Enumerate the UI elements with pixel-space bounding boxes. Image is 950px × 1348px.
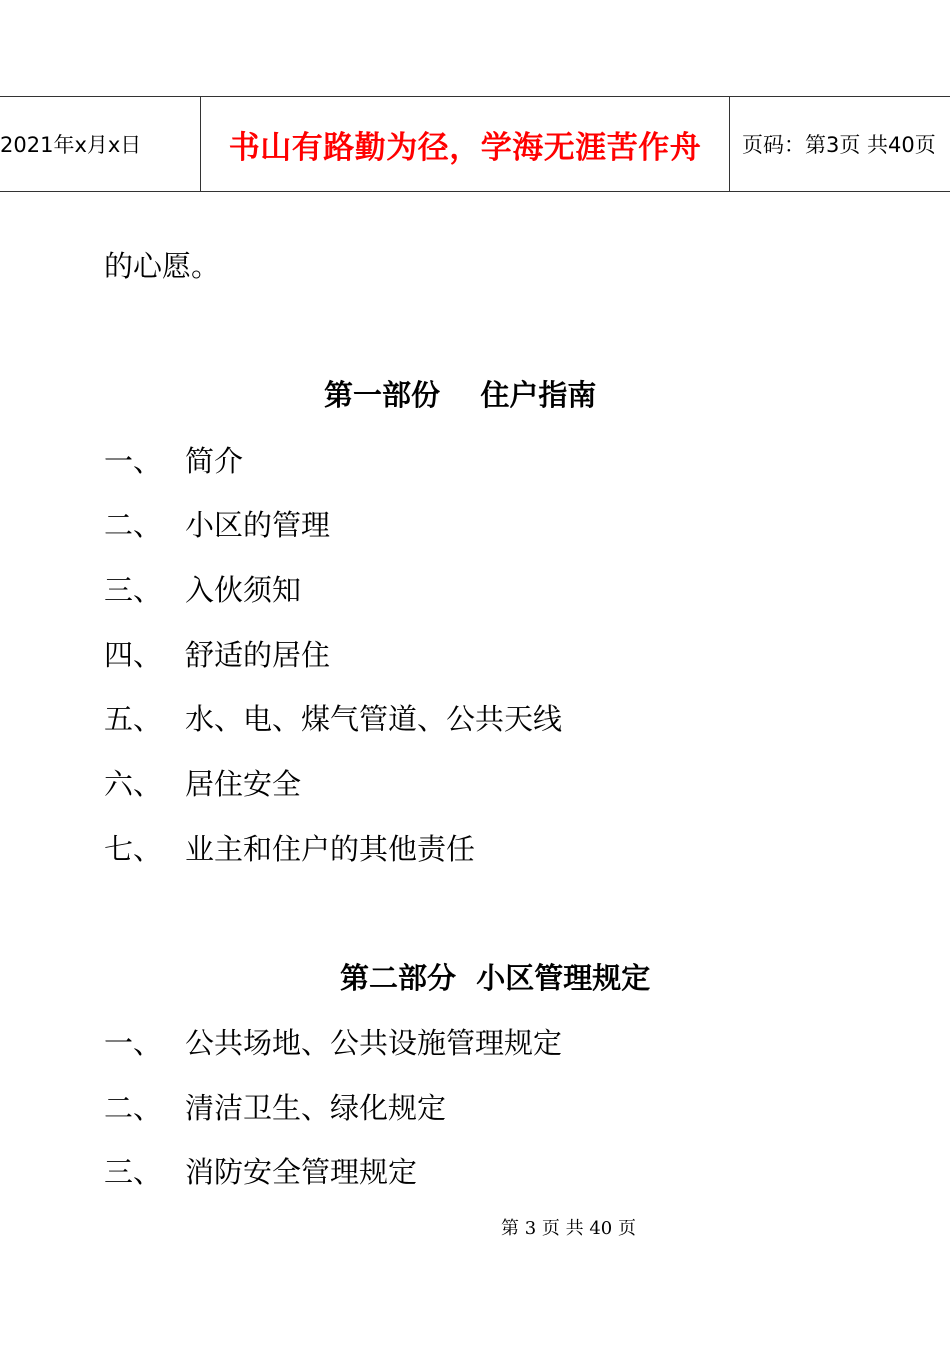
list-item — [104, 638, 331, 672]
page-footer: 第 3 页 共 40 页 — [501, 1218, 636, 1239]
list-item — [104, 702, 563, 736]
list-item-number: 二、 — [104, 508, 163, 542]
part2-title: 第二部分 小区管理规定 — [340, 961, 651, 995]
list-item-text: 消防安全管理规定 — [185, 1155, 418, 1189]
list-item-text: 简介 — [185, 444, 244, 478]
list-item — [104, 1091, 447, 1125]
list-item — [104, 767, 302, 801]
list-item-number: 一、 — [104, 1026, 163, 1060]
list-item-number: 五、 — [104, 702, 163, 736]
list-item — [104, 832, 476, 866]
list-item-number: 四、 — [104, 638, 163, 672]
header-motto: 书山有路勤为径，学海无涯苦作舟 — [200, 97, 730, 191]
list-item-number: 二、 — [104, 1091, 163, 1125]
list-item-number: 六、 — [104, 767, 163, 801]
list-item-number: 一、 — [104, 444, 163, 478]
page-header — [0, 96, 950, 192]
list-item-text: 清洁卫生、绿化规定 — [185, 1091, 447, 1125]
list-item-text: 小区的管理 — [185, 508, 331, 542]
list-item-number: 七、 — [104, 832, 163, 866]
list-item-text: 入伙须知 — [185, 573, 302, 607]
list-item-text: 居住安全 — [185, 767, 302, 801]
list-item-text: 业主和住户的其他责任 — [185, 832, 476, 866]
list-item-text: 水、电、煤气管道、公共天线 — [185, 702, 563, 736]
header-page-info: 页码：第3页 共40页 — [742, 133, 936, 157]
header-date: 2021年x月x日 — [0, 133, 142, 157]
list-item — [104, 1155, 418, 1189]
list-item-number: 三、 — [104, 1155, 163, 1189]
list-item-text: 公共场地、公共设施管理规定 — [185, 1026, 563, 1060]
list-item — [104, 1026, 563, 1060]
list-item-text: 舒适的居住 — [185, 638, 331, 672]
intro-tail-text: 的心愿。 — [104, 249, 221, 283]
list-item — [104, 573, 302, 607]
list-item — [104, 508, 331, 542]
list-item — [104, 444, 244, 478]
list-item-number: 三、 — [104, 573, 163, 607]
part1-title: 第一部份 住户指南 — [324, 378, 597, 412]
